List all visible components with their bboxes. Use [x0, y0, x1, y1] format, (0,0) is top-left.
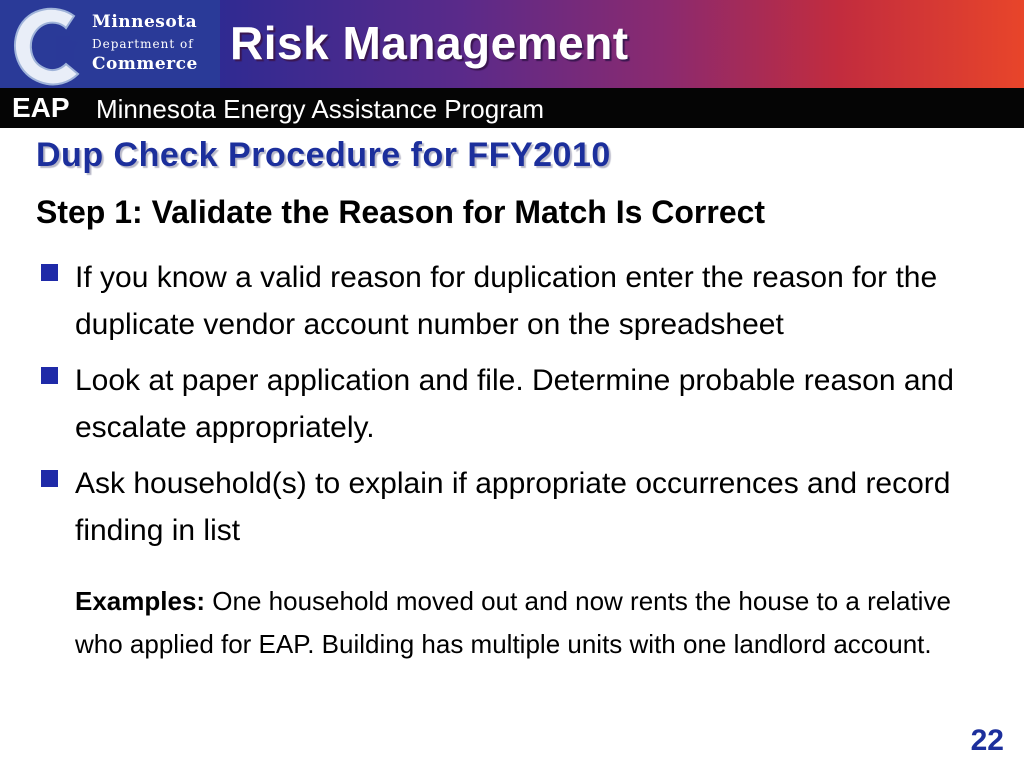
slide-title: Risk Management [230, 17, 629, 69]
program-name: Minnesota Energy Assistance Program [96, 94, 544, 124]
bullet-text: Ask household(s) to explain if appropriate occurrences and record finding in list [75, 467, 951, 547]
examples-text: One household moved out and now rents the house to a relative who applied for EAP. Building has multiple units with one landlord account. [75, 586, 951, 659]
logo-minnesota: Minnesota [92, 12, 198, 32]
bullet-item [40, 460, 990, 554]
bullet-item [40, 357, 990, 451]
examples-label: Examples: [75, 586, 206, 616]
program-bar [0, 88, 1024, 128]
step-heading: Step 1: Validate the Reason for Match Is Correct [36, 194, 766, 230]
bullet-text: Look at paper application and file. Determine probable reason and escalate appropriately. [75, 364, 954, 444]
bullet-text: If you know a valid reason for duplication enter the reason for the duplicate vendor account number on the spreadsheet [75, 261, 938, 341]
square-bullet-icon [41, 264, 58, 281]
logo-department-of: Department of [92, 37, 194, 51]
logo-commerce: Commerce [92, 54, 198, 74]
examples-paragraph [75, 580, 975, 666]
header-banner [0, 0, 1024, 88]
department-logo [0, 0, 220, 88]
section-heading: Dup Check Procedure for FFY2010 [36, 136, 611, 174]
commerce-c-logo-icon [8, 2, 94, 88]
bullet-list [40, 254, 990, 563]
page-number: 22 [970, 724, 1004, 757]
square-bullet-icon [41, 470, 58, 487]
square-bullet-icon [41, 367, 58, 384]
program-acronym: EAP [12, 92, 70, 123]
bullet-item [40, 254, 990, 348]
